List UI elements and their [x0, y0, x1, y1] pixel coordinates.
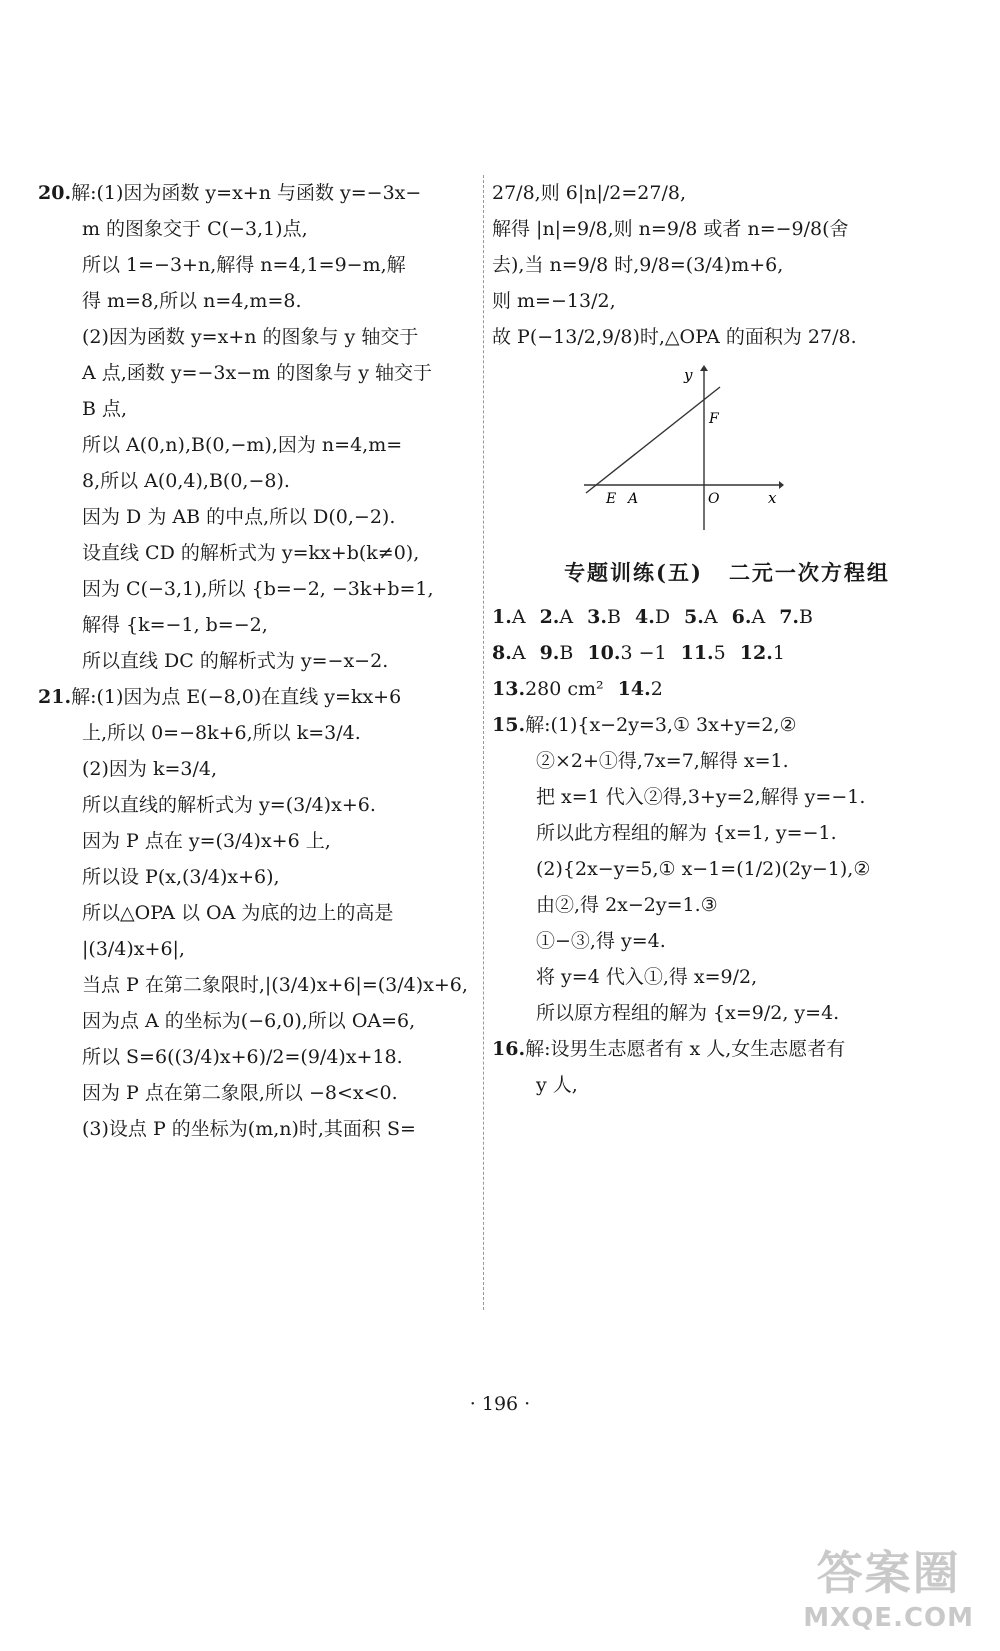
line-text: 所以直线 DC 的解析式为 y=−x−2. — [82, 650, 389, 672]
answer-number: 3. — [587, 606, 607, 628]
line-text: ②×2+①得,7x=7,解得 x=1. — [536, 750, 789, 772]
answer-row — [492, 635, 962, 671]
answer-value: A — [751, 606, 766, 628]
answer-number: 2. — [539, 606, 560, 628]
answer-value: A — [559, 606, 574, 628]
line-text: 上,所以 0=−8k+6,所以 k=3/4. — [82, 722, 361, 744]
line-text: (2){2x−y=5,① x−1=(1/2)(2y−1),② — [536, 858, 871, 880]
text-line — [38, 463, 478, 499]
line-text: m 的图象交于 C(−3,1)点, — [82, 218, 308, 240]
line-text: 8,所以 A(0,4),B(0,−8). — [82, 470, 290, 492]
text-line — [38, 787, 478, 823]
text-line — [492, 923, 962, 959]
problem-number: 16. — [492, 1038, 526, 1060]
line-text: 得 m=8,所以 n=4,m=8. — [82, 290, 302, 312]
line-text: 27/8,则 6|n|/2=27/8, — [492, 182, 686, 204]
answer-value: B — [799, 606, 814, 628]
text-line — [492, 815, 962, 851]
text-line — [492, 319, 962, 355]
text-line — [38, 571, 478, 607]
line-text: 解:(1){x−2y=3,① 3x+y=2,② — [525, 714, 797, 736]
text-line — [38, 931, 478, 967]
left-column — [38, 175, 478, 1147]
line-text: 解得 {k=−1, b=−2, — [82, 614, 268, 636]
coordinate-graph — [584, 365, 784, 535]
answer-item — [740, 642, 785, 664]
text-line — [492, 707, 962, 743]
line-text: 解:(1)因为点 E(−8,0)在直线 y=kx+6 — [71, 686, 402, 708]
line-text: 因为 D 为 AB 的中点,所以 D(0,−2). — [82, 506, 396, 528]
answer-item — [587, 606, 621, 628]
line-text: (2)因为函数 y=x+n 的图象与 y 轴交于 — [82, 326, 419, 348]
text-line — [38, 391, 478, 427]
answer-number: 8. — [492, 642, 512, 664]
line-text: 所以 S=6((3/4)x+6)/2=(9/4)x+18. — [82, 1046, 403, 1068]
text-line — [492, 283, 962, 319]
text-line — [492, 211, 962, 247]
line-text: 把 x=1 代入②得,3+y=2,解得 y=−1. — [536, 786, 866, 808]
line-text: 所以设 P(x,(3/4)x+6), — [82, 866, 280, 888]
answer-item — [540, 606, 574, 628]
line-text: 所以△OPA 以 OA 为底的边上的高是 — [82, 902, 394, 924]
line-text: 所以 A(0,n),B(0,−m),因为 n=4,m= — [82, 434, 403, 456]
answer-number: 1. — [492, 606, 512, 628]
text-line — [38, 535, 478, 571]
text-line — [38, 715, 478, 751]
answer-item — [540, 642, 574, 664]
answer-item — [492, 642, 526, 664]
line-text: (3)设点 P 的坐标为(m,n)时,其面积 S= — [82, 1118, 416, 1140]
text-line — [38, 1003, 478, 1039]
answer-value: A — [511, 642, 526, 664]
text-line — [38, 607, 478, 643]
answer-value: 3 −1 — [620, 642, 667, 664]
line-text: 因为 P 点在 y=(3/4)x+6 上, — [82, 830, 331, 852]
text-line — [492, 1031, 962, 1067]
answer-value: 1 — [772, 642, 785, 664]
text-line — [492, 959, 962, 995]
column-divider — [483, 175, 484, 1310]
text-line — [38, 1075, 478, 1111]
answer-value: A — [703, 606, 718, 628]
line-text: (2)因为 k=3/4, — [82, 758, 218, 780]
page-number: · 196 · — [469, 1393, 531, 1415]
problem-number: 21. — [38, 686, 72, 708]
text-line — [492, 995, 962, 1031]
text-line — [492, 247, 962, 283]
answer-number: 7. — [779, 606, 800, 628]
problem-number: 20. — [38, 182, 72, 204]
text-line — [38, 211, 478, 247]
text-line — [492, 851, 962, 887]
text-line — [492, 1067, 962, 1103]
text-line — [38, 823, 478, 859]
answer-row — [492, 671, 962, 707]
line-text: ①−③,得 y=4. — [536, 930, 666, 952]
answer-number: 10. — [587, 642, 621, 664]
line-text: 解得 |n|=9/8,则 n=9/8 或者 n=−9/8(舍 — [492, 218, 849, 240]
text-line — [38, 679, 478, 715]
section-title-part2: 二元一次方程组 — [728, 560, 890, 585]
line-text: 将 y=4 代入①,得 x=9/2, — [536, 966, 758, 988]
line-text: 解:设男生志愿者有 x 人,女生志愿者有 — [525, 1038, 846, 1060]
label-f: F — [709, 411, 719, 427]
answer-value: 5 — [713, 642, 726, 664]
answer-item — [732, 606, 766, 628]
text-line — [492, 175, 962, 211]
text-line — [38, 427, 478, 463]
line-text: |(3/4)x+6|, — [82, 938, 185, 960]
line-text: 故 P(−13/2,9/8)时,△OPA 的面积为 27/8. — [492, 326, 857, 348]
answer-item — [587, 642, 666, 664]
answer-number: 11. — [680, 642, 714, 664]
answer-value: B — [559, 642, 574, 664]
text-line — [38, 319, 478, 355]
answer-key — [492, 599, 962, 707]
line-text: A 点,函数 y=−3x−m 的图象与 y 轴交于 — [82, 362, 433, 384]
text-line — [38, 895, 478, 931]
text-line — [38, 1039, 478, 1075]
section-title-part1: 专题训练(五) — [564, 560, 703, 585]
x-axis-arrow — [779, 481, 784, 489]
line-text: 所以此方程组的解为 {x=1, y=−1. — [536, 822, 837, 844]
line-text: 所以直线的解析式为 y=(3/4)x+6. — [82, 794, 376, 816]
line-text: 解:(1)因为函数 y=x+n 与函数 y=−3x− — [71, 182, 422, 204]
line-text: 设直线 CD 的解析式为 y=kx+b(k≠0), — [82, 542, 420, 564]
text-line — [38, 175, 478, 211]
line-text: 由②,得 2x−2y=1.③ — [536, 894, 718, 916]
text-line — [38, 499, 478, 535]
answer-number: 13. — [492, 678, 526, 700]
answer-row — [492, 599, 962, 635]
answer-value: 2 — [650, 678, 663, 700]
label-x: x — [768, 489, 777, 507]
answer-number: 6. — [731, 606, 752, 628]
text-line — [38, 247, 478, 283]
answer-value: 280 cm² — [525, 678, 604, 700]
line-ef — [586, 387, 720, 493]
line-text: 当点 P 在第二象限时,|(3/4)x+6|=(3/4)x+6, — [82, 974, 468, 996]
problem-21-continuation — [492, 175, 962, 355]
answer-value: B — [607, 606, 621, 628]
watermark-line2: MXQE.COM — [803, 1603, 974, 1633]
text-line — [492, 779, 962, 815]
line-text: 所以 1=−3+n,解得 n=4,1=9−m,解 — [82, 254, 406, 276]
text-line — [492, 743, 962, 779]
answer-item — [618, 678, 663, 700]
answer-item — [635, 606, 670, 628]
text-line — [38, 859, 478, 895]
line-text: B 点, — [82, 398, 128, 420]
text-line — [492, 887, 962, 923]
answer-number: 14. — [617, 678, 651, 700]
watermark-logo — [803, 1537, 974, 1633]
line-text: 因为 P 点在第二象限,所以 −8<x<0. — [82, 1082, 398, 1104]
answer-value: D — [654, 606, 671, 628]
label-e: E — [606, 491, 617, 507]
answer-value: A — [511, 606, 526, 628]
problem-number: 15. — [492, 714, 526, 736]
line-text: y 人, — [536, 1074, 578, 1096]
text-line — [38, 355, 478, 391]
answer-item — [492, 606, 526, 628]
line-text: 所以原方程组的解为 {x=9/2, y=4. — [536, 1002, 840, 1024]
answer-item — [492, 678, 604, 700]
text-line — [38, 283, 478, 319]
answer-number: 12. — [739, 642, 773, 664]
watermark-line1: 答案圈 — [816, 1546, 961, 1600]
line-text: 则 m=−13/2, — [492, 290, 616, 312]
text-line — [38, 751, 478, 787]
text-line — [38, 967, 478, 1003]
answer-item — [681, 642, 726, 664]
label-a: A — [628, 491, 639, 507]
line-text: 因为点 A 的坐标为(−6,0),所以 OA=6, — [82, 1010, 416, 1032]
section-title — [492, 557, 962, 587]
problems-15-16 — [492, 707, 962, 1103]
text-line — [38, 1111, 478, 1147]
answer-number: 4. — [634, 606, 655, 628]
answer-number: 9. — [539, 642, 560, 664]
right-column — [492, 175, 962, 1103]
line-text: 因为 C(−3,1),所以 {b=−2, −3k+b=1, — [82, 578, 434, 600]
answer-item — [684, 606, 718, 628]
y-axis-arrow — [700, 365, 708, 371]
line-text: 去),当 n=9/8 时,9/8=(3/4)m+6, — [492, 254, 784, 276]
text-line — [38, 643, 478, 679]
label-o: O — [708, 491, 720, 507]
answer-item — [779, 606, 813, 628]
answer-number: 5. — [684, 606, 704, 628]
label-y: y — [684, 366, 693, 384]
